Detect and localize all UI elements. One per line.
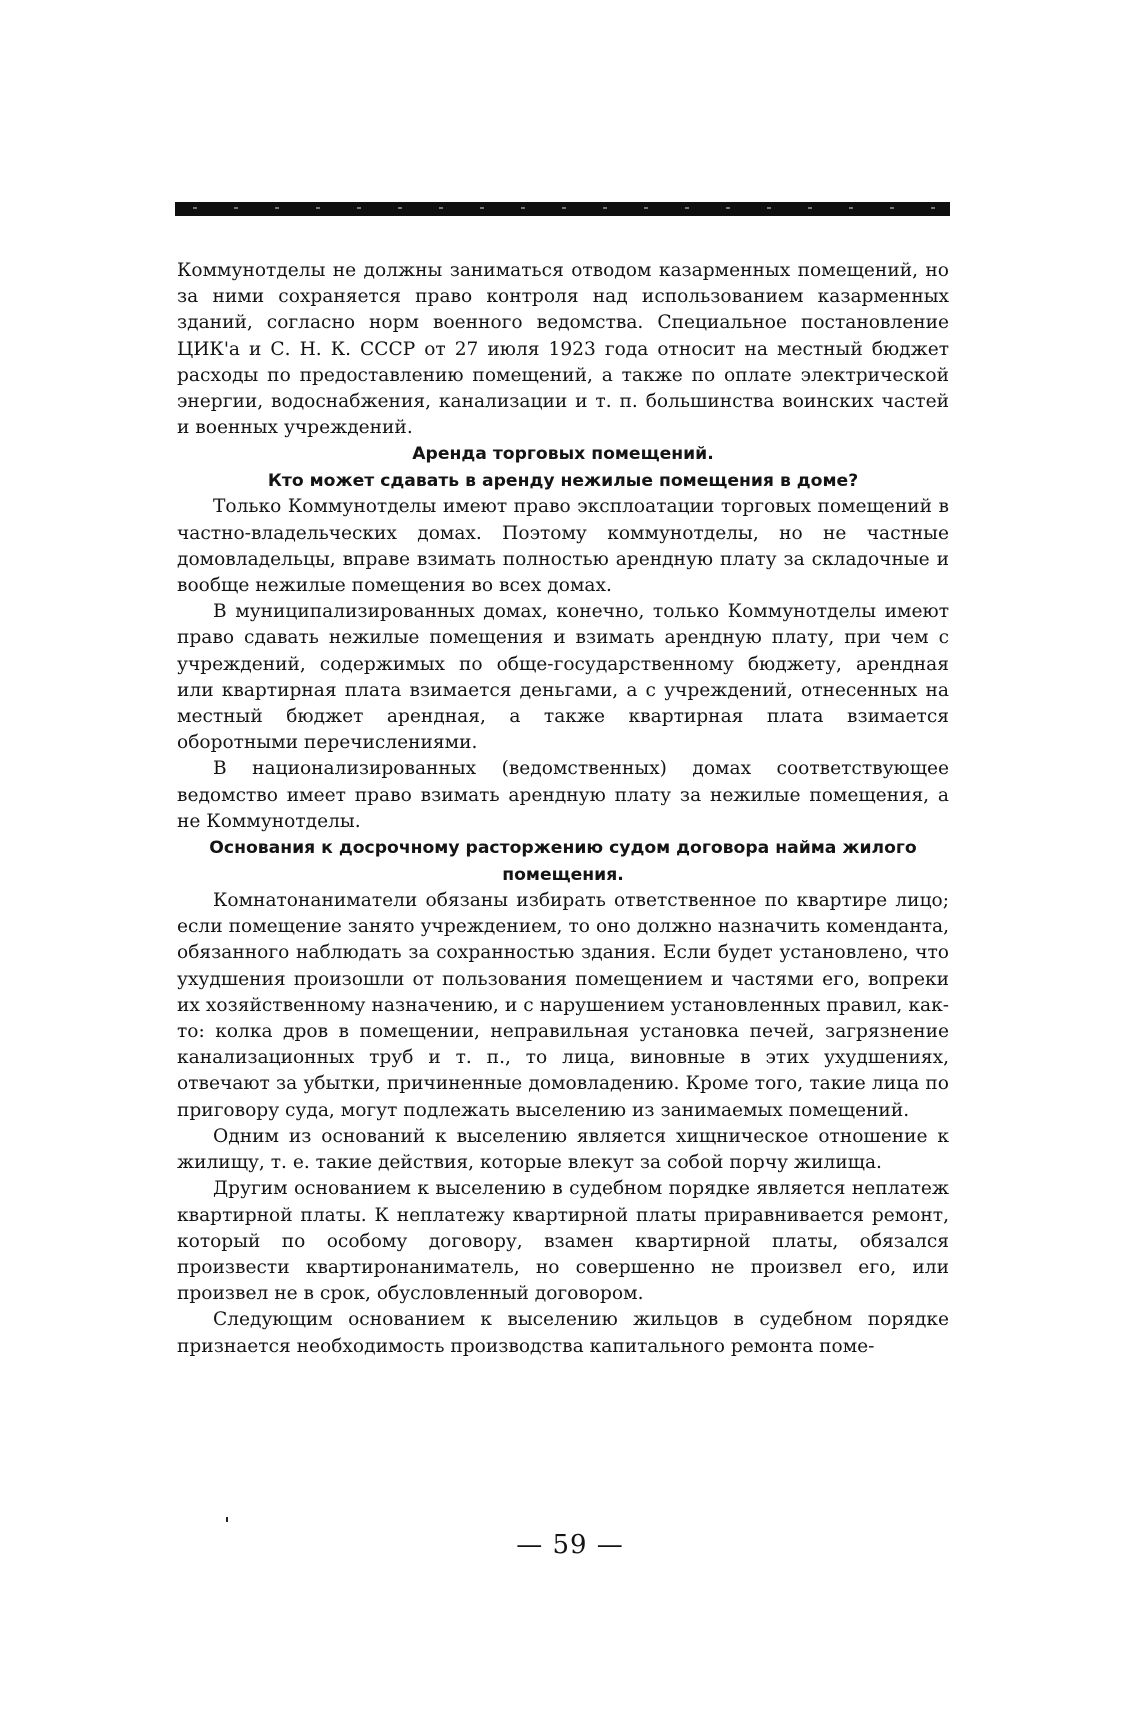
paragraph: Коммунотделы не должны заниматься отводом казарменных помещений, но за ними сохраняется право контроля над использованием казарменных зданий, согласно норм военного ведомства. Специальное постановление ЦИК'а и С. Н. К. СССР от 27 июля 1923 года относит на местный бюджет расходы по предоставлению помещений, а также по оплате электрической энергии, водоснабжения, канализации и т. п. большинства воинских частей и военных учреждений.: [177, 260, 949, 439]
top-rule: [175, 202, 950, 216]
paragraph: Только Коммунотделы имеют право эксплоатации торговых помещений в частно-владельческих домах. Поэтому коммунотделы, но не частные домовладельцы, вправе взимать полностью арендную плату за складочные и вообще нежилые помещения во всех домах.: [177, 496, 949, 597]
print-speck: [226, 1517, 228, 1522]
paragraph: Другим основанием к выселению в судебном порядке является неплатеж квартирной платы. К неплатежу квартирной платы приравнивается ремонт, который по особому договору, взамен квартирной платы, обязался произвести квартиронаниматель, но совершенно не произвел его, или произвел не в срок, обусловленный договором.: [177, 1178, 949, 1305]
section-heading-who-may-rent: Кто может сдавать в аренду нежилые помещения в доме?: [267, 470, 859, 491]
paragraph: Комнатонаниматели обязаны избирать ответственное по квартире лицо; если помещение занято учреждением, то оно должно назначить коменданта, обязанного наблюдать за сохранностью здания. Если будет установлено, что ухудшения произошли от пользования помещением и частями его, вопреки их хозяйственному назначению, и с нарушением установленных правил, как-то: колка дров в помещении, неправильная установка печей, загрязнение канализационных труб и т. п., то лица, виновные в этих ухудшениях, отвечают за убытки, причиненные домовладению. Кроме того, такие лица по приговору суда, могут подлежать выселению из занимаемых помещений.: [177, 890, 949, 1121]
section-heading-grounds: Основания к досрочному расторжению судом договора найма жилого помещения.: [209, 838, 917, 885]
page-number: — 59 —: [516, 1530, 624, 1560]
paragraph: Следующим основанием к выселению жильцов в судебном порядке признается необходимость производства капитального ремонта поме-: [177, 1309, 949, 1357]
section-heading-rent: Аренда торговых помещений.: [412, 444, 714, 465]
paragraph: В национализированных (ведомственных) домах соответствующее ведомство имеет право взимать арендную плату за нежилые помещения, а не Коммунотделы.: [177, 758, 949, 832]
paragraph: В муниципализированных домах, конечно, только Коммунотделы имеют право сдавать нежилые помещения и взимать арендную плату, при чем с учреждений, содержимых по обще-государственному бюджету, арендная или квартирная плата взимается деньгами, а с учреждений, отнесенных на местный бюджет арендная, а также квартирная плата взимается оборотными перечислениями.: [177, 601, 949, 754]
paragraph: Одним из оснований к выселению является хищническое отношение к жилищу, т. е. такие действия, которые влекут за собой порчу жилища.: [177, 1125, 949, 1174]
page-text: [177, 258, 949, 1360]
